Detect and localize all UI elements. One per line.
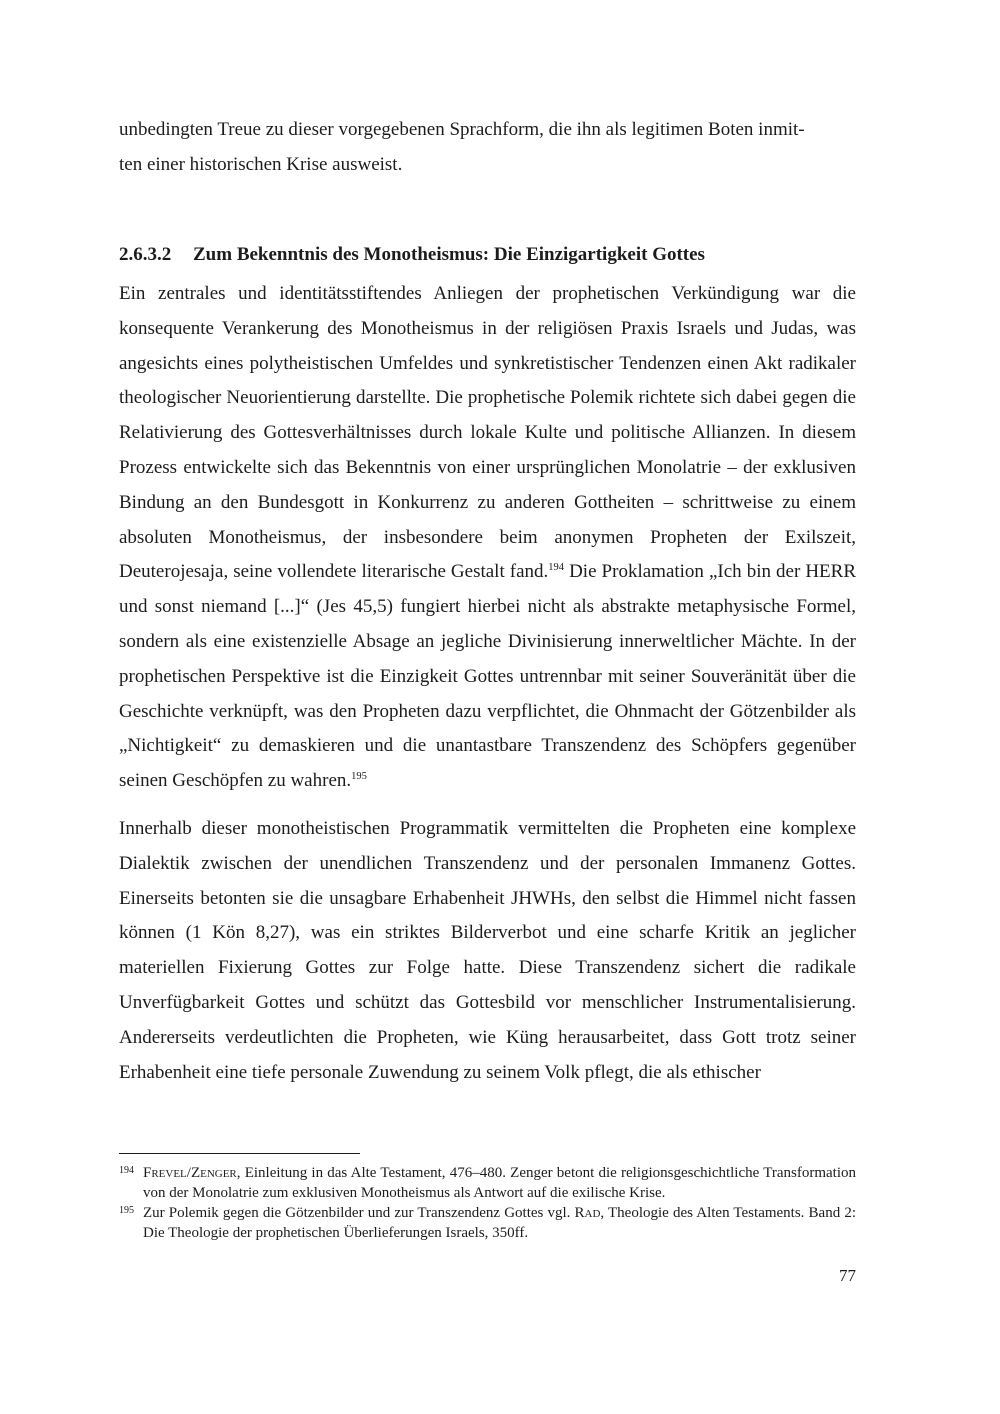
footnote-separator — [119, 1153, 360, 1154]
footnote-author: Frevel/Zenger — [143, 1165, 237, 1181]
footnote-text-after: , Theologie des Alten Testaments. Band 2: Die Theologie der prophetischen Überlieferungen Israels, 350ff. — [143, 1205, 856, 1241]
page-number: 77 — [839, 1266, 856, 1285]
footnote-number: 195 — [119, 1205, 134, 1216]
footnote-author: Rad — [574, 1205, 601, 1221]
continued-paragraph-line-1: unbedingten Treue zu dieser vorgegebenen Sprachform, die ihn als legitimen Boten inmit- — [119, 119, 805, 140]
footnote-194 — [119, 1164, 856, 1203]
continued-paragraph — [119, 113, 856, 183]
footnotes-section — [119, 1164, 856, 1244]
section-title: Zum Bekenntnis des Monotheismus: Die Einzigartigkeit Gottes — [193, 244, 705, 265]
footnote-number: 194 — [119, 1165, 134, 1176]
footnote-text-before: Zur Polemik gegen die Götzenbilder und zur Transzendenz Gottes vgl. — [143, 1205, 575, 1221]
section-heading — [119, 240, 856, 270]
paragraph-1-text-a: Ein zentrales und identitätsstiftendes Anliegen der prophetischen Verkündigung war die konsequente Verankerung des Monotheismus in der religiösen Praxis Israels und Judas, was angesichts eines polytheistischen Umfeldes und synkretistischer Tendenzen einen Akt radikaler theologischer Neuorientierung darstellte. Die prophetische Polemik richtete sich dabei gegen die Relativierung des Gottesverhältnisses durch lokale Kulte und politische Allianzen. In diesem Prozess entwickelte sich das Bekenntnis von einer ursprünglichen Monolatrie – der exklusiven Bindung an den Bundesgott in Konkurrenz zu anderen Gottheiten – schrittweise zu einem absoluten Monotheismus, der insbesondere beim anonymen Propheten der Exilszeit, Deuterojesaja, seine vollendete literarische Gestalt fand. — [119, 283, 856, 583]
footnote-195 — [119, 1204, 856, 1243]
footnote-text: , Einleitung in das Alte Testament, 476–480. Zenger betont die religionsgeschichtliche Transformation von der Monolatrie zum exklusiven Monotheismus als Antwort auf die exilische Krise. — [143, 1165, 856, 1201]
footnote-reference-195[interactable]: 195 — [351, 771, 367, 783]
continued-paragraph-line-2: ten einer historischen Krise ausweist. — [119, 153, 403, 175]
paragraph-1-text-b: Die Proklamation „Ich bin der HERR und sonst niemand [...]“ (Jes 45,5) fungiert hierbei nicht als abstrakte metaphysische Formel, sondern als eine existenzielle Absage an jegliche Divinisierung innerweltlicher Mächte. In der prophetischen Perspektive ist die Einzigkeit Gottes untrennbar mit seiner Souveränität über die Geschichte verknüpft, was den Propheten dazu verpflichtet, die Ohnmacht der Götzenbilder als „Nichtigkeit“ zu demaskieren und die unantastbare Transzendenz des Schöpfers gegenüber seinen Geschöpfen zu wahren. — [119, 561, 856, 792]
body-paragraph-1 — [119, 277, 856, 799]
section-number: 2.6.3.2 — [119, 244, 172, 265]
footnote-reference-194[interactable]: 194 — [548, 562, 565, 574]
body-paragraph-2 — [119, 812, 856, 1090]
paragraph-2-text: Innerhalb dieser monotheistischen Programmatik vermittelten die Propheten eine komplexe Dialektik zwischen der unendlichen Transzendenz und der personalen Immanenz Gottes. Einerseits betonten sie die unsagbare Erhabenheit JHWHs, den selbst die Himmel nicht fassen können (1 Kön 8,27), was ein striktes Bilderverbot und eine scharfe Kritik an jeglicher materiellen Fixierung Gottes zur Folge hatte. Diese Transzendenz sichert die radikale Unverfügbarkeit Gottes und schützt das Gottesbild vor menschlicher Instrumentalisierung. Andererseits verdeutlichten die Propheten, wie Küng herausarbeitet, dass Gott trotz seiner Erhabenheit eine tiefe personale Zuwendung zu seinem Volk pflegt, die als ethischer — [119, 818, 856, 1083]
